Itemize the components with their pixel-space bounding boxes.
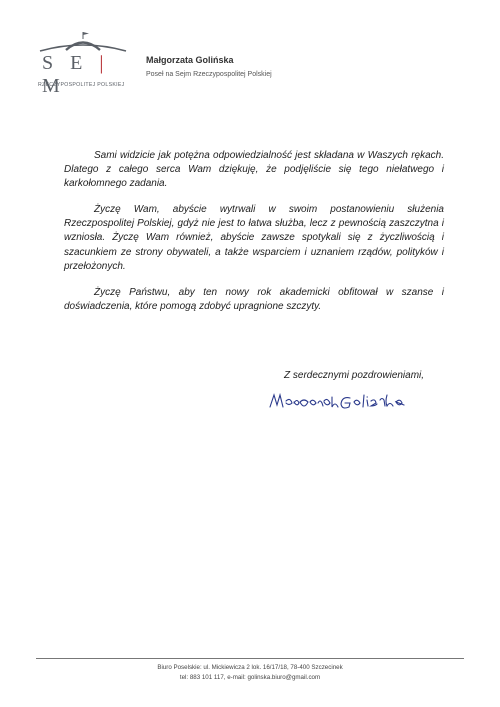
footer-contact: tel: 883 101 117, e-mail: golinska.biuro@gmail.com bbox=[179, 674, 321, 681]
paragraph-3: Życzę Państwu, aby ten nowy rok akademicki obfitował w szanse i doświadczenia, które pomogą zdobyć upragnione szczyty. bbox=[64, 286, 444, 312]
letterhead bbox=[38, 30, 468, 100]
letter-body bbox=[64, 149, 444, 326]
logo-subtitle: RZECZYPOSPOLITEJ POLSKIEJ bbox=[38, 82, 125, 88]
footer bbox=[0, 663, 500, 683]
sender-title: Poseł na Sejm Rzeczypospolitej Polskiej bbox=[146, 71, 272, 78]
footer-divider bbox=[36, 658, 464, 659]
sender-name: Małgorzata Golińska bbox=[146, 55, 234, 65]
parliament-dome-icon bbox=[38, 30, 128, 54]
sejm-wordmark: S E | M bbox=[42, 52, 110, 97]
footer-address: Biuro Poselskie: ul. Mickiewicza 2 lok. 16/17/18, 78-400 Szczecinek bbox=[157, 664, 343, 671]
sender-block bbox=[146, 55, 272, 78]
handwritten-signature bbox=[266, 389, 426, 415]
sejm-logo bbox=[38, 30, 128, 96]
closing-line: Z serdecznymi pozdrowieniami, bbox=[284, 370, 425, 381]
paragraph-1: Sami widzicie jak potężna odpowiedzialność jest składana w Waszych rękach. Dlatego z całego serca Wam dziękuję, że podjęliście się tego niełatwego i karkołomnego zadania. bbox=[64, 150, 444, 190]
paragraph-2: Życzę Wam, abyście wytrwali w swoim postanowieniu służenia Rzeczpospolitej Polskiej, gdyż nie jest to łatwa służba, lecz z pewnością zaszczytna i wzniosła. Życzę Wam również, abyście zawsze spotykali się z życzliwością i szacunkiem ze strony obywateli, a także wsparciem i uznaniem rządów, polityków i przełożonych. bbox=[64, 204, 444, 272]
